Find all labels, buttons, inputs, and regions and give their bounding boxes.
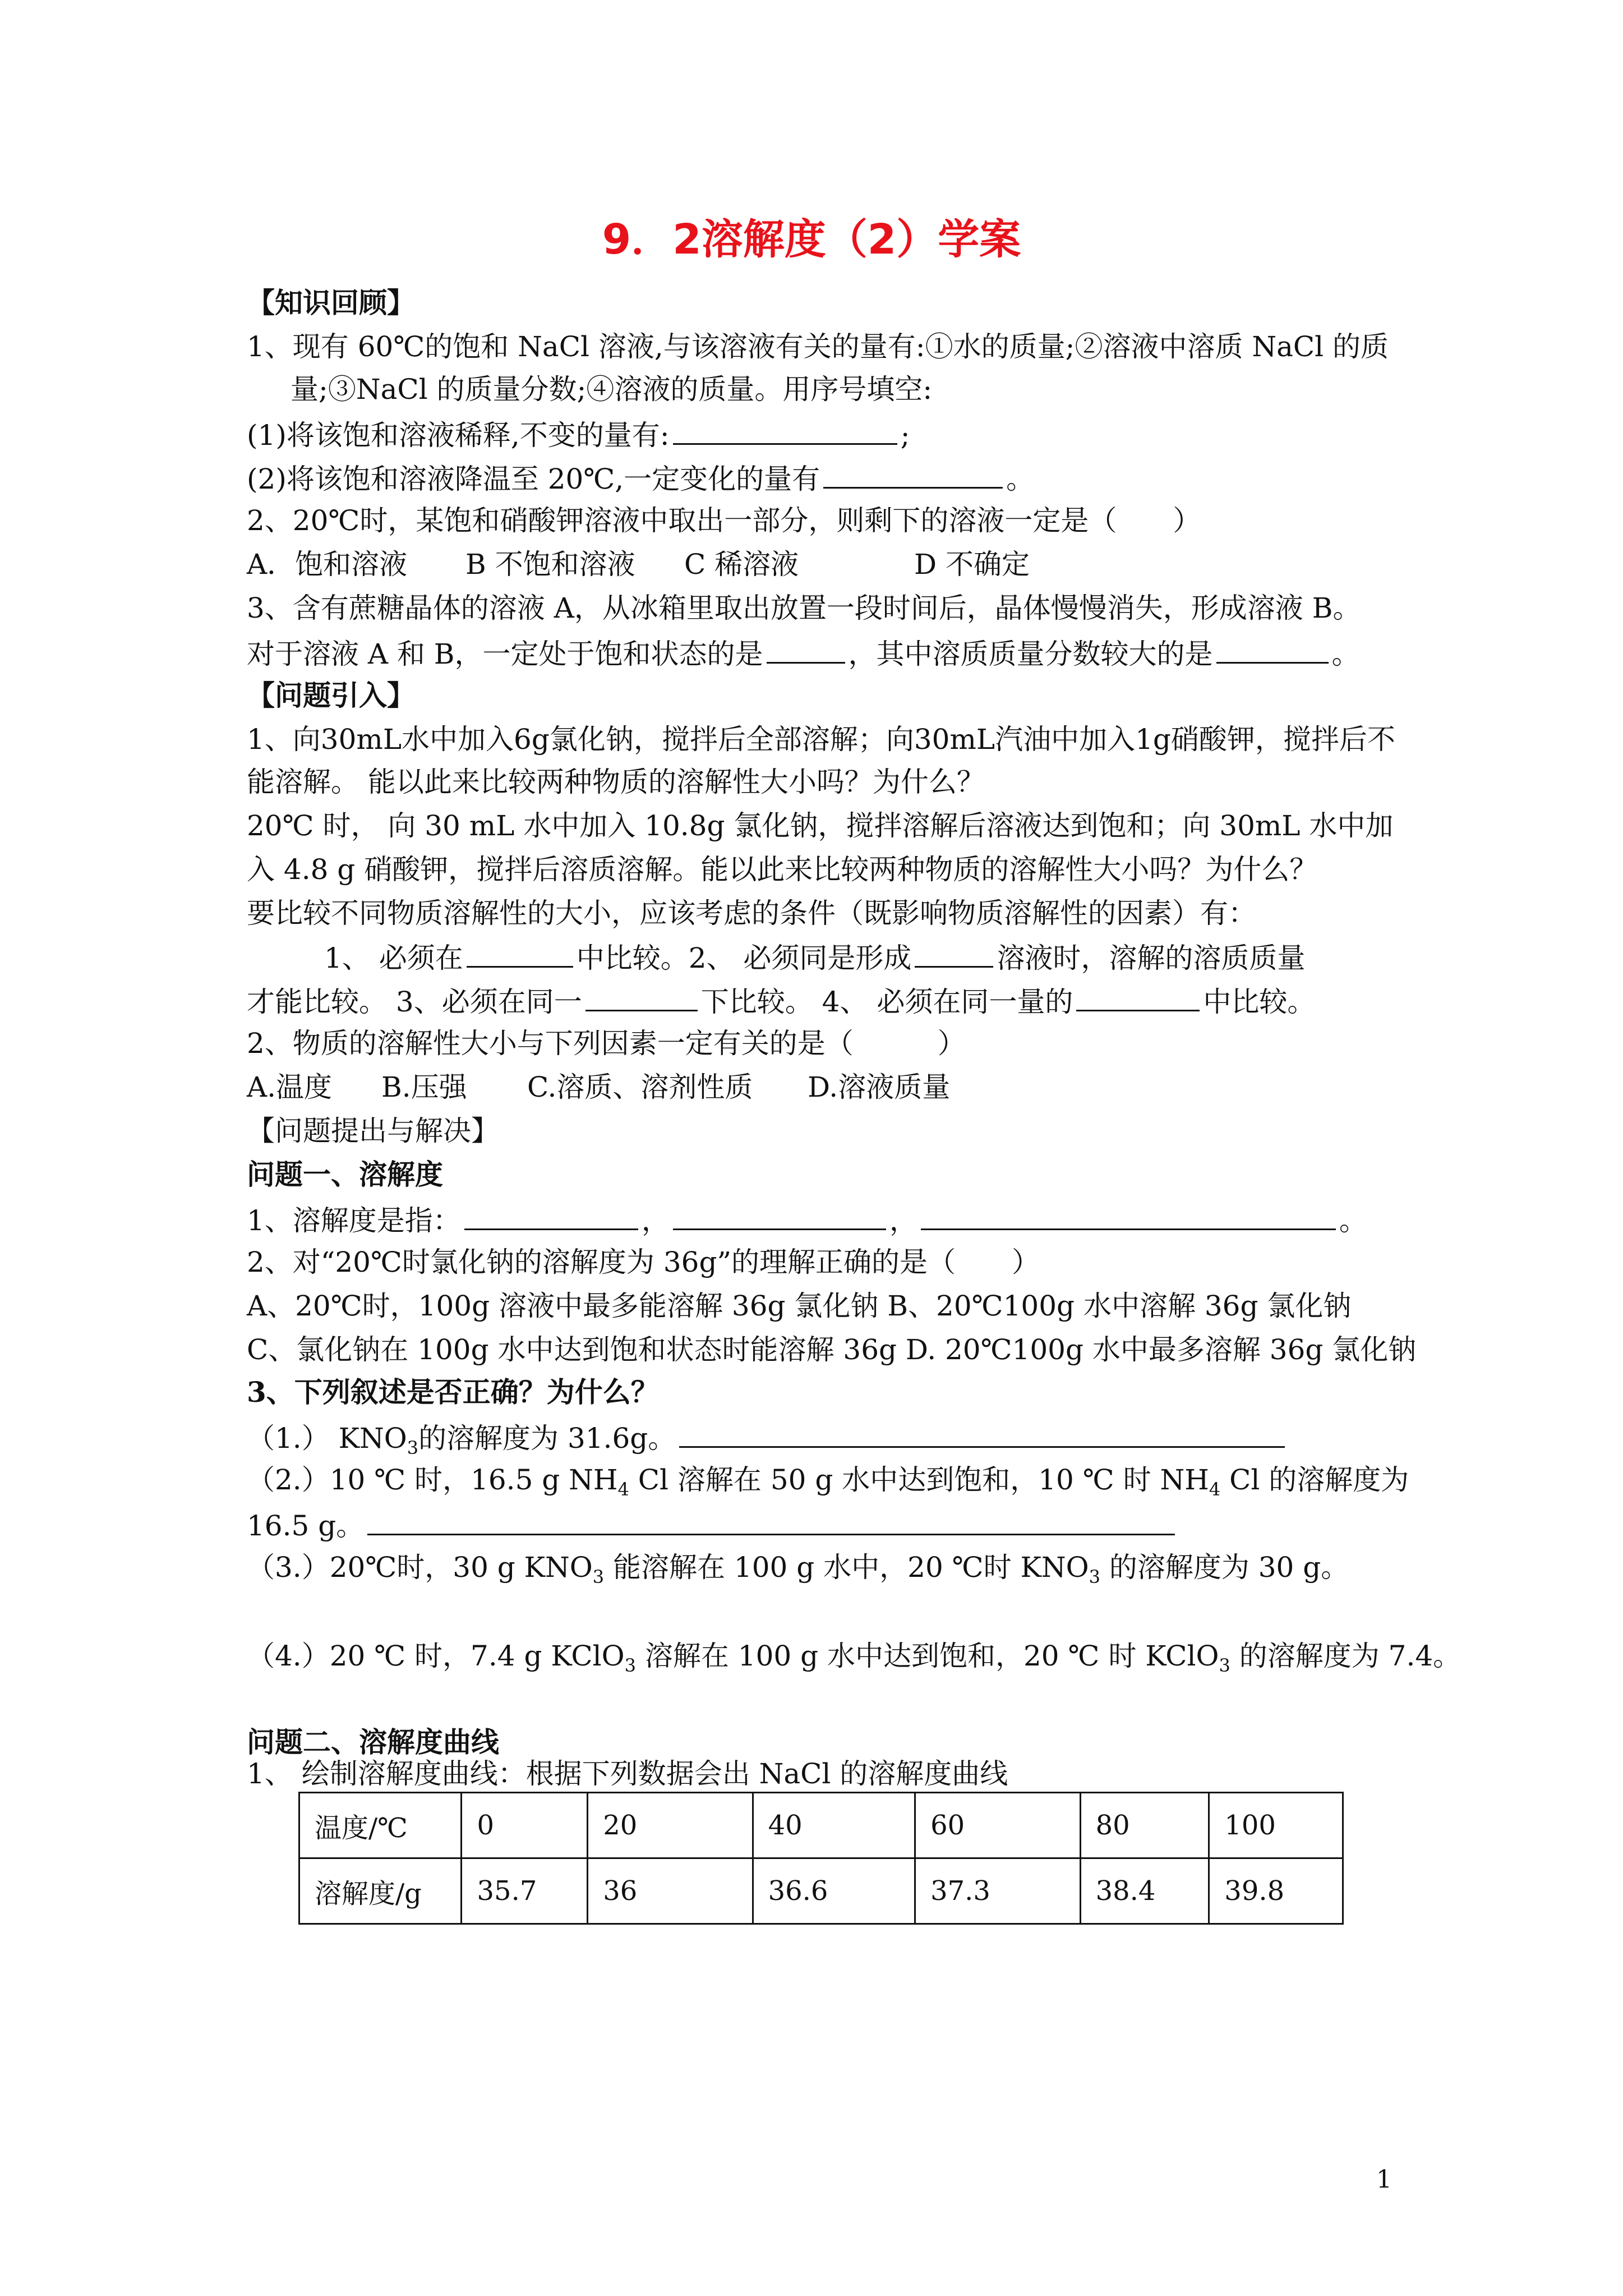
s1-sep: ， [889,1204,917,1237]
q3-text-2: ，其中溶质质量分数较大的是 [848,638,1213,670]
intro-q2-options [247,1069,1399,1105]
option-c: C 稀溶液 [684,548,799,581]
q1-1-text: (1)将该饱和溶液稀释,不变的量有: [247,419,670,452]
option-d: D.溶液质量 [808,1071,951,1103]
table-cell: 38.4 [1080,1858,1209,1924]
p4-text-1: 1、 必须在 [324,942,463,974]
review-q3-line1: 3、含有蔗糖晶体的溶液 A，从冰箱里取出放置一段时间后，晶体慢慢消失，形成溶液 B。 [247,592,1361,624]
solve-s3-item2 [247,1462,1409,1507]
item1-text-a: （1.） KNO [247,1422,407,1455]
item4-text-b: 溶解在 100 g 水中达到饱和，20 ℃ 时 KClO [635,1640,1219,1672]
solve-s3: 3、下列叙述是否正确？为什么？ [247,1375,659,1409]
item3-text-a: （3.）20℃时，30 g KNO [247,1551,593,1584]
answer-blank[interactable] [673,415,897,445]
review-q1-line1: 1、现有 60℃的饱和 NaCl 溶液,与该溶液有关的量有:①水的质量;②溶液中溶质 NaCl 的质 [247,330,1389,363]
intro-heading: 【问题引入】 [247,679,415,712]
table-cell: 0 [462,1793,588,1858]
subscript: 4 [617,1479,629,1500]
subscript: 3 [624,1655,636,1676]
s1-end: 。 [1339,1204,1367,1237]
intro-p4 [324,938,1399,976]
answer-blank[interactable] [467,938,573,968]
solve-s2-ab: A、20℃时，100g 溶液中最多能溶解 36g 氯化钠 B、20℃100g 水中溶解 36g 氯化钠 [247,1290,1352,1322]
answer-blank[interactable] [585,982,698,1011]
intro-p2-line2: 入 4.8 g 硝酸钾，搅拌后溶质溶解。能以此来比较两种物质的溶解性大小吗？为什么？ [247,853,1318,886]
table-cell: 60 [915,1793,1081,1858]
row-label-solubility: 溶解度/g [299,1858,462,1924]
table-cell: 37.3 [915,1858,1081,1924]
s1-text: 1、溶解度是指： [247,1204,461,1237]
solve-s3-item3 [247,1549,1399,1595]
item2-text-b: Cl 溶解在 50 g 水中达到饱和，10 ℃ 时 NH [629,1464,1209,1496]
subscript: 3 [1089,1566,1100,1588]
answer-blank[interactable] [1216,634,1329,664]
table-cell: 100 [1209,1793,1343,1858]
option-a: A.温度 [247,1071,333,1103]
answer-blank[interactable] [1076,982,1200,1011]
solve-s2-cd: C、氯化钠在 100g 水中达到饱和状态时能溶解 36g D. 20℃100g 水中最多溶解 36g 氯化钠 [247,1333,1417,1366]
item1-text-b: 的溶解度为 31.6g。 [418,1422,676,1455]
answer-blank[interactable] [921,1200,1336,1230]
option-c: C.溶质、溶剂性质 [527,1071,753,1103]
option-d: D 不确定 [914,548,1030,581]
table-cell: 35.7 [462,1858,588,1924]
table-row [299,1793,1343,1858]
option-b: B.压强 [381,1071,467,1103]
subscript: 4 [1209,1479,1221,1500]
p5-text-3: 中比较。 [1203,986,1316,1018]
solve-s1 [247,1200,1399,1239]
table-row [299,1858,1343,1924]
answer-blank[interactable] [464,1200,638,1230]
item2-text-d: 16.5 g。 [247,1510,365,1542]
subscript: 3 [407,1437,419,1458]
item2-text-c: Cl 的溶解度为 [1220,1464,1409,1496]
solve-heading: 【问题提出与解决】 [247,1115,499,1147]
q3-text-3: 。 [1331,638,1360,670]
review-q1-part1 [247,415,1399,453]
item3-text-c: 的溶解度为 30 g。 [1100,1551,1349,1584]
subscript: 3 [592,1566,605,1588]
solve-s3-item2-line2 [247,1506,1399,1544]
solubility-table [298,1792,1344,1925]
item2-text-a: （2.）10 ℃ 时，16.5 g NH [247,1464,618,1496]
review-q3-line2 [247,634,1399,672]
row-label-temperature: 温度/℃ [299,1793,462,1858]
q1-2-end: 。 [1006,463,1035,495]
table-cell: 80 [1080,1793,1209,1858]
answer-blank[interactable] [367,1506,1175,1535]
q1-2-text: (2)将该饱和溶液降温至 20℃,一定变化的量有 [247,463,820,495]
table-cell: 36.6 [753,1858,915,1924]
review-q2-options [247,546,1399,582]
intro-q2: 2、物质的溶解性大小与下列因素一定有关的是（ ） [247,1027,966,1060]
option-b: B 不饱和溶液 [465,548,635,581]
intro-p1-line2: 能溶解。 能以此来比较两种物质的溶解性大小吗？为什么？ [247,766,985,798]
review-q1-line2: 量;③NaCl 的质量分数;④溶液的质量。用序号填空: [291,373,933,406]
p4-text-3: 溶液时，溶解的溶质质量 [997,942,1306,974]
table-cell: 40 [753,1793,915,1858]
table-cell: 39.8 [1209,1858,1343,1924]
intro-p1-line1: 1、向30mL水中加入6g氯化钠，搅拌后全部溶解；向30mL汽油中加入1g硝酸钾，搅拌后不 [247,723,1395,756]
intro-p3: 要比较不同物质溶解性的大小，应该考虑的条件（既影响物质溶解性的因素）有： [247,897,1256,930]
answer-blank[interactable] [673,1200,886,1230]
intro-p5 [247,982,1399,1020]
p4-text-2: 中比较。2、 必须同是形成 [576,942,912,974]
solve-s3-item4 [247,1638,1461,1683]
item3-text-b: 能溶解在 100 g 水中，20 ℃时 KNO [604,1551,1089,1584]
option-a: A．饱和溶液 [247,548,408,581]
intro-p2-line1: 20℃ 时， 向 30 mL 水中加入 10.8g 氯化钠，搅拌溶解后溶液达到饱和；向 30mL 水中加 [247,809,1394,842]
q3-text-1: 对于溶液 A 和 B，一定处于饱和状态的是 [247,638,763,670]
problem2-heading: 问题二、溶解度曲线 [247,1726,499,1759]
page-title: 9．2溶解度（2）学案 [602,215,1021,264]
review-q2: 2、20℃时，某饱和硝酸钾溶液中取出一部分，则剩下的溶液一定是（ ） [247,504,1201,537]
item4-text-c: 的溶解度为 7.4。 [1230,1640,1461,1672]
s1-sep: ， [641,1204,670,1237]
answer-blank[interactable] [823,459,1003,489]
item4-text-a: （4.）20 ℃ 时，7.4 g KClO [247,1640,625,1672]
p5-text-1: 才能比较。 3、必须在同一 [247,986,582,1018]
p5-text-2: 下比较。 4、 必须在同一量的 [700,986,1073,1018]
q1-1-end: ; [900,419,910,452]
table-cell: 20 [588,1793,753,1858]
review-heading: 【知识回顾】 [247,286,415,319]
review-q1-part2 [247,459,1399,497]
page-number: 1 [1376,2165,1392,2194]
answer-blank[interactable] [915,938,993,968]
answer-blank[interactable] [767,634,845,664]
solve-c1: 1、 绘制溶解度曲线：根据下列数据会出 NaCl 的溶解度曲线 [247,1757,1008,1790]
solve-s2: 2、对“20℃时氯化钠的溶解度为 36g”的理解正确的是（ ） [247,1246,1040,1278]
subscript: 3 [1219,1655,1230,1676]
problem1-heading: 问题一、溶解度 [247,1158,443,1191]
solve-s3-item1 [247,1418,1399,1466]
answer-blank[interactable] [679,1418,1285,1448]
table-cell: 36 [588,1858,753,1924]
